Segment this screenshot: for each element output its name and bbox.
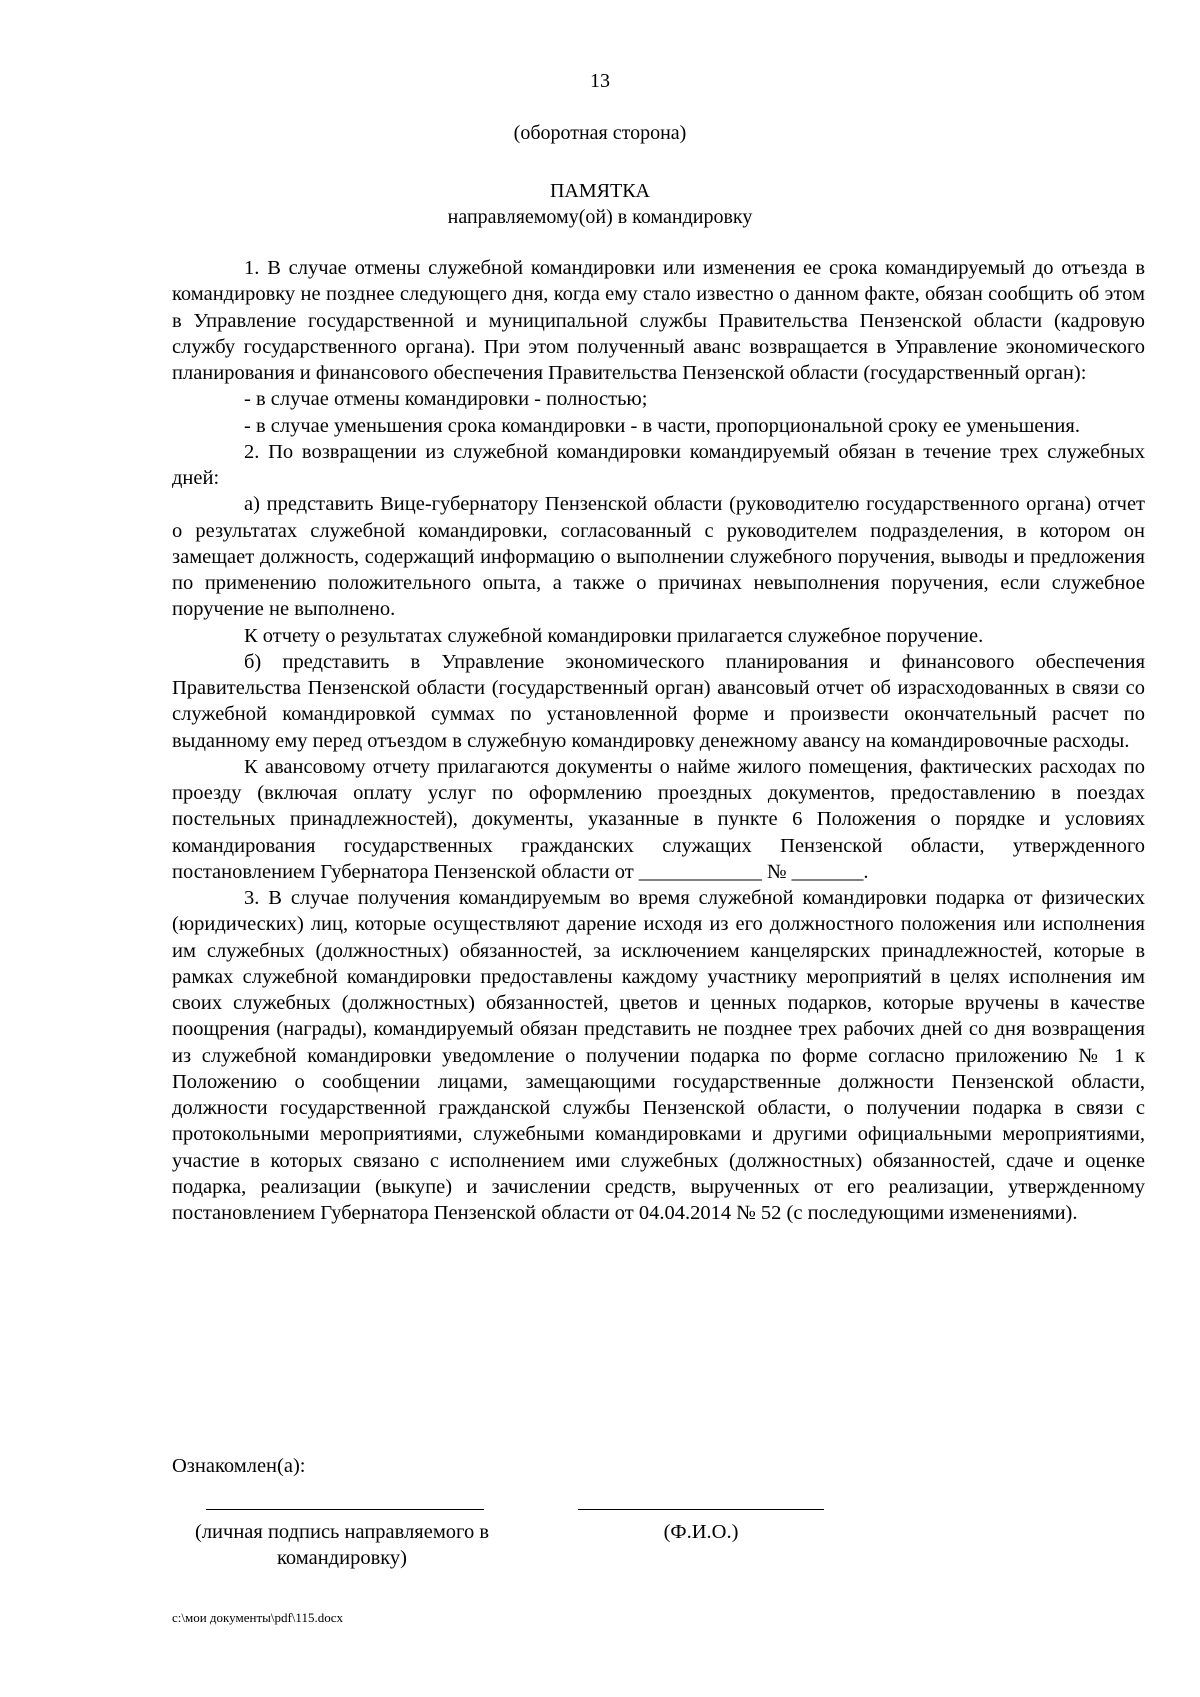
paragraph-1: 1. В случае отмены служебной командировки или изменения ее срока командируемый до отъезда в командировку не позднее следующего дня, когда ему стало известно о данном факте, обязан сообщить об этом в Управление государственной и муниципальной службы Правительства Пензенской области (кадровую службу государственного органа). При этом полученный аванс возвращается в Управление экономического планирования и финансового обеспечения Правительства Пензенской области (государственный орган):	[172, 257, 1145, 384]
memo-title-block	[0, 178, 1200, 230]
paragraph-2-b: б) представить в Управление экономического планирования и финансового обеспечения Правительства Пензенской области (государственный орган) авансовый отчет об израсходованных в связи со служебной командировкой суммах по установленной форме и произвести окончательный расчет по выданному ему перед отъездом в служебную командировку денежному авансу на командировочные расходы.	[172, 650, 1145, 752]
page-number: 13	[590, 70, 610, 92]
memo-subtitle: направляемому(ой) в командировку	[447, 206, 753, 228]
paragraph-2: 2. По возвращении из служебной командировки командируемый обязан в течение трех служебных дней:	[172, 440, 1145, 489]
paragraph-2-b-note: К авансовому отчету прилагаются документы о найме жилого помещения, фактических расходах по проезду (включая оплату услуг по оформлению проездных документов, предоставлению в поездах постельных принадлежностей), документы, указанные в пункте 6 Положения о порядке и условиях командирования государственных гражданских служащих Пензенской области, утвержденного постановлением Губернатора Пензенской области от ____________ № _______.	[172, 755, 1145, 883]
paragraph-2-a: а) представить Вице-губернатору Пензенской области (руководителю государственного органа) отчет о результатах служебной командировки, согласованный с руководителем подразделения, в котором он замещает должность, содержащий информацию о выполнении служебного поручения, выводы и предложения по применению положительного опыта, а также о причинах невыполнения поручения, если служебное поручение не выполнено.	[172, 493, 1145, 621]
signature-caption: (личная подпись направляемого в командировку)	[195, 1521, 489, 1569]
footer-file-path: c:\мои документы\pdf\115.docx	[172, 1610, 343, 1625]
name-line	[578, 1509, 824, 1510]
paragraph-3: 3. В случае получения командируемым во время служебной командировки подарка от физических (юридических) лиц, которые осуществляют дарение исходя из его должностного положения или исполнения им служебных (должностных) обязанностей, за исключением канцелярских принадлежностей, которые в рамках служебной командировки предоставлены каждому участнику мероприятий в целях исполнения им своих служебных (должностных) обязанностей, цветов и ценных подарков, которые вручены в качестве поощрения (награды), командируемый обязан представить не позднее трех рабочих дней со дня возвращения из служебной командировки уведомление о получении подарка по форме согласно приложению № 1 к Положению о сообщении лицами, замещающими государственные должности Пензенской области, должности государственной гражданской службы Пензенской области, о получении подарка в связи с протокольными мероприятиями, служебными командировками и другими официальными мероприятиями, участие в которых связано с исполнением ими служебных (должностных) обязанностей, сдаче и оценке подарка, реализации (выкупе) и зачислении средств, вырученных от его реализации, утвержденному постановлением Губернатора Пензенской области от 04.04.2014 № 52 (с последующими изменениями).	[172, 887, 1145, 1224]
paragraph-2-a-note: К отчету о результатах служебной командировки прилагается служебное поручение.	[244, 624, 984, 647]
side-note: (оборотная сторона)	[513, 122, 687, 144]
memo-title: ПАМЯТКА	[549, 180, 650, 202]
name-caption: (Ф.И.О.)	[663, 1521, 739, 1543]
paragraph-1-item-1: - в случае отмены командировки - полностью;	[244, 388, 648, 411]
acknowledged-label: Ознакомлен(а):	[172, 1455, 306, 1477]
signature-line	[206, 1509, 484, 1510]
paragraph-1-item-2: - в случае уменьшения срока командировки - в части, пропорциональной сроку ее уменьшения.	[244, 414, 1080, 437]
memo-body	[172, 255, 1145, 1226]
